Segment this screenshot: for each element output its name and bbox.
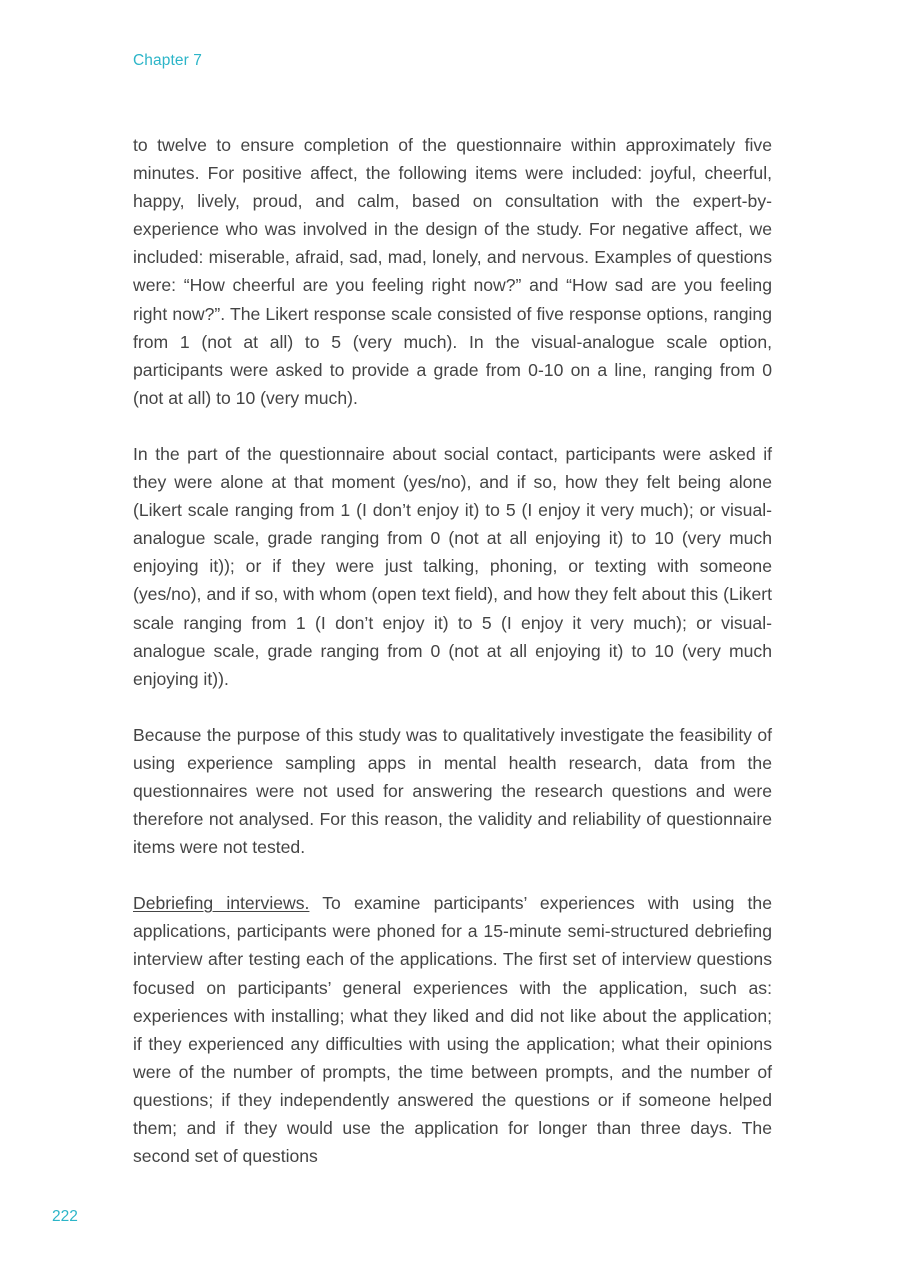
- debriefing-interviews-heading: Debriefing interviews.: [133, 893, 310, 914]
- page-body: [133, 131, 772, 1198]
- paragraph-social-contact: In the part of the questionnaire about social contact, participants were asked if they were alone at that moment (yes/no), and if so, how they felt being alone (Likert scale ranging from 1 (I don’t enjoy it) to 5 (I enjoy it very much); or visual-analogue scale, grade ranging from 0 (not at all enjoying it) to 10 (very much enjoying it)); or if they were just talking, phoning, or texting with someone (yes/no), and if so, with whom (open text field), and how they felt about this (Likert scale ranging from 1 (I don’t enjoy it) to 5 (I enjoy it very much); or visual-analogue scale, grade ranging from 0 (not at all enjoying it) to 10 (very much enjoying it)).: [133, 443, 772, 689]
- paragraph-affect-items: to twelve to ensure completion of the questionnaire within approximately five minutes. For positive affect, the following items were included: joyful, cheerful, happy, lively, proud, and calm, based on consultation with the expert-by-experience who was involved in the design of the study. For negative affect, we included: miserable, afraid, sad, mad, lonely, and nervous. Examples of questions were: “How cheerful are you feeling right now?” and “How sad are you feeling right now?”. The Likert response scale consisted of five response options, ranging from 1 (not at all) to 5 (very much). In the visual-analogue scale option, participants were asked to provide a grade from 0-10 on a line, ranging from 0 (not at all) to 10 (very much).: [133, 135, 772, 408]
- page-number: 222: [52, 1208, 78, 1225]
- debriefing-interviews-text: To examine participants’ experiences with using the applications, participants were phoned for a 15-minute semi-structured debriefing interview after testing each of the applications. The first set of interview questions focused on participants’ general experiences with the application, such as: experiences with installing; what they liked and did not like about the application; if they experienced any difficulties with using the application; what their opinions were of the number of prompts, the time between prompts, and the number of questions; if they independently answered the questions or if someone helped them; and if they would use the application for longer than three days. The second set of questions: [133, 893, 772, 1167]
- paragraph-debriefing-interviews: [133, 889, 772, 1170]
- running-header-chapter: Chapter 7: [133, 52, 202, 69]
- paragraph-study-purpose: Because the purpose of this study was to qualitatively investigate the feasibility of using experience sampling apps in mental health research, data from the questionnaires were not used for answering the research questions and were therefore not analysed. For this reason, the validity and reliability of questionnaire items were not tested.: [133, 724, 772, 858]
